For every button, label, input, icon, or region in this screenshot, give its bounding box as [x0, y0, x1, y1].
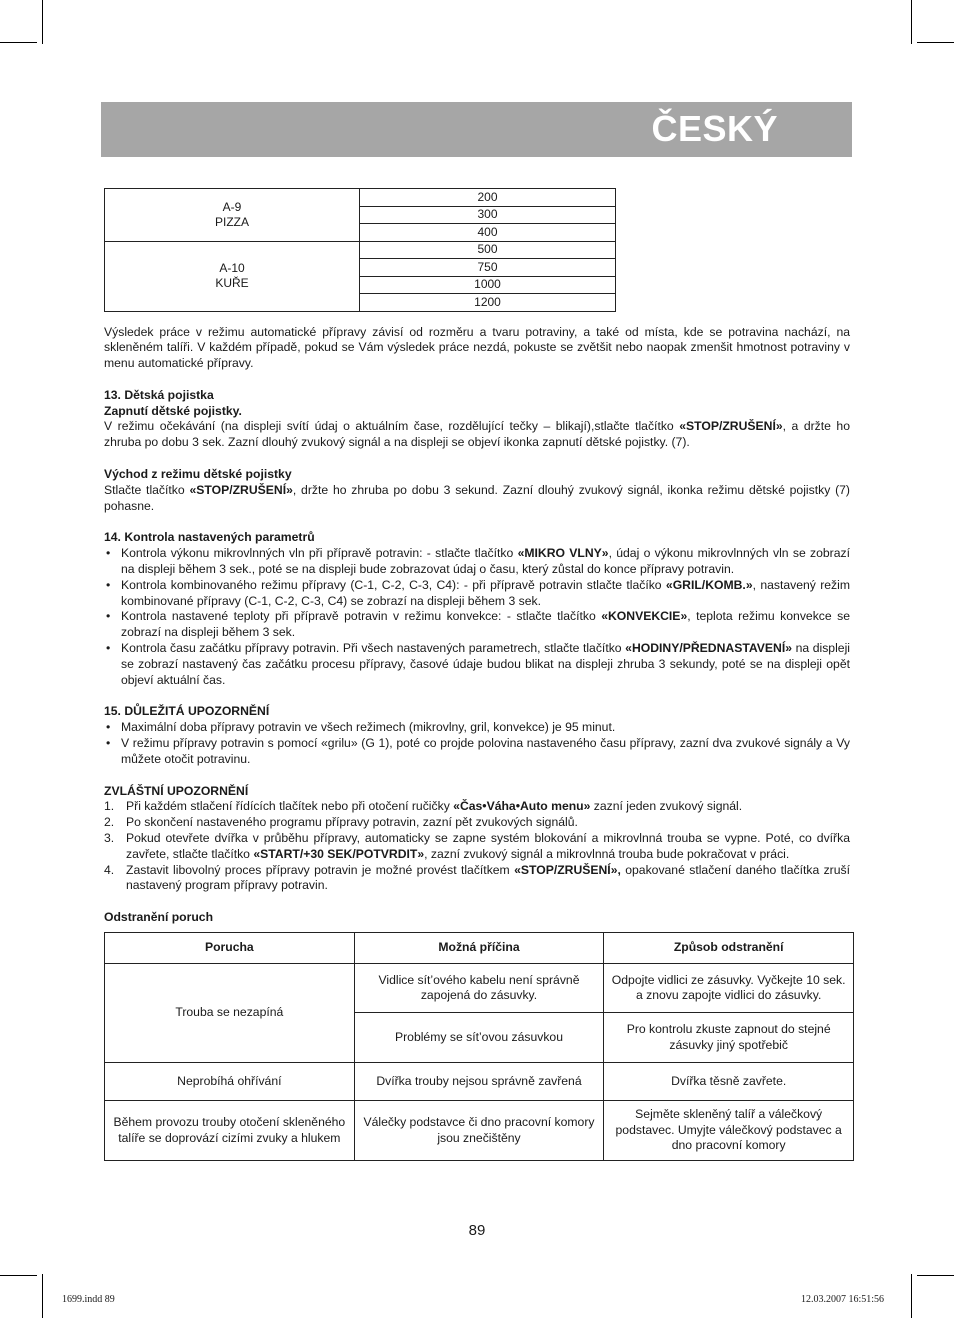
table-cell: Během provozu trouby otočení skleněného talíře se doprovází cizími zvuky a hlukem	[105, 1101, 355, 1161]
weight-cell: 300	[360, 206, 616, 224]
section-heading: Odstranění poruch	[104, 910, 214, 925]
auto-cook-table	[104, 188, 616, 312]
weight-cell: 1000	[360, 276, 616, 294]
table-cell: Vidlice sít’ového kabelu není správně zapojená do zásuvky.	[354, 964, 604, 1013]
table-cell: Válečky podstavce či dno pracovní komory jsou znečištěny	[354, 1101, 604, 1161]
sub-heading: Zapnutí dětské pojistky.	[104, 403, 242, 418]
list-item: 4. Zastavit libovolný proces přípravy potravin je možné provést tlačítkem «STOP/ZRUŠENÍ», opakované stlačení daného tlačítka zruší nastavený program přípravy potravin.	[104, 862, 850, 893]
button-name: «STOP/ZRUŠENÍ»	[189, 482, 293, 497]
button-name: «STOP/ZRUŠENÍ»	[679, 419, 783, 434]
table-cell: Trouba se nezapíná	[105, 964, 355, 1063]
list-item: • Kontrola výkonu mikrovlnných vln při přípravě potravin: - stlačte tlačítko «MIKRO VLNY», údaj o výkonu mikrovlnných vln se zobrazí na displeji během 3 sek., poté se na displeji bude zobrazovat údaj o času, který zůstal do konce přípravy potravin.	[106, 546, 850, 577]
list-item: 1. Při každém stlačení řídících tlačítek nebo při otočení ručičky «Čas•Váha•Auto menu» zazní jeden zvukový signál.	[104, 799, 743, 814]
weight-cell: 500	[360, 241, 616, 259]
intro-paragraph: Výsledek práce v režimu automatické přípravy závisí od rozměru a tvaru potraviny, a také od místa, kde se potravina nachází, na skleněném talíři. V každém případě, pokud se Vám výsledek práce nezdá, pokuste se zvětšit nebo naopak zmenšit hmotnost potraviny v menu automatické přípravy.	[104, 324, 850, 371]
page-content	[104, 188, 850, 1161]
program-cell	[105, 189, 360, 242]
crop-mark	[0, 42, 37, 43]
program-food: PIZZA	[214, 214, 249, 229]
section-heading: ZVLÁŠTNÍ UPOZORNĚNÍ	[104, 783, 249, 798]
column-header: Způsob odstranění	[604, 933, 854, 964]
crop-mark	[42, 0, 43, 44]
bullet-list	[104, 546, 850, 688]
page-number: 89	[468, 1222, 486, 1239]
list-item: 3. Pokud otevřete dvířka v průběhu přípravy, automaticky se zapne systém blokování a mikrovlnná trouba se vypne. Poté, co dvířka zavřete, stlačte tlačítko «START/+30 SEK/POTVRDIT», zazní zvukový signál a mikrovlnná trouba bude pokračovat v práci.	[104, 831, 850, 861]
column-header: Možná příčina	[354, 933, 604, 964]
section-heading: 15. DŮLEŽITÁ UPOZORNĚNÍ	[104, 704, 270, 719]
numbered-list	[104, 799, 850, 894]
program-food: KUŘE	[215, 276, 249, 290]
weight-cell: 400	[360, 224, 616, 242]
section-heading: 13. Dětská pojistka	[104, 387, 214, 402]
table-cell: Problémy se sít’ovou zásuvkou	[354, 1013, 604, 1063]
table-cell: Odpojte vidlici ze zásuvky. Vyčkejte 10 sek. a znovu zapojte vidlici do zásuvky.	[604, 964, 854, 1013]
list-item: 2. Po skončení nastaveného programu přípravy potravin, zazní pět zvukových signálů.	[104, 815, 578, 830]
list-item: • Maximální doba přípravy potravin ve všech režimech (mikrovlny, gril, konvekce) je 95 minut.	[106, 720, 616, 735]
table-cell: Pro kontrolu zkuste zapnout do stejné zásuvky jiný spotřebič	[604, 1013, 854, 1063]
crop-mark	[911, 1274, 912, 1318]
crop-mark	[917, 42, 954, 43]
language-header-bar	[101, 102, 852, 157]
table-cell: Dvířka těsně zavřete.	[604, 1063, 854, 1101]
crop-mark	[917, 1275, 954, 1276]
table-cell: Neprobíhá ohřívání	[105, 1063, 355, 1101]
program-cell	[105, 241, 360, 311]
page-title: ČESKÝ	[651, 108, 778, 149]
troubleshooting-table	[104, 932, 854, 1161]
bullet-list	[104, 720, 850, 767]
column-header: Porucha	[105, 933, 355, 964]
crop-mark	[0, 1275, 37, 1276]
sub-heading: Východ z režimu dětské pojistky	[104, 467, 292, 482]
paragraph: V režimu očekávání (na displeji svítí údaj o aktuálním čase, rozdělující tečky – blikají),stlačte tlačítko «STOP/ZRUŠENÍ», a držte ho zhruba po dobu 3 sek. Zazní dlouhý zvukový signál a na displeji se objeví ikonka zapnutí dětské pojistky. (7).	[104, 419, 850, 450]
list-item: • Kontrola nastavené teploty při přípravě potravin v režimu konvekce: - stlačte tlačítko «KONVEKCIE», teplota režimu konvekce se zobrazí na displeji během 3 sek.	[106, 609, 850, 640]
table-cell: Dvířka trouby nejsou správně zavřená	[354, 1063, 604, 1101]
crop-mark	[911, 0, 912, 44]
program-code: A-9	[222, 199, 242, 214]
weight-cell: 200	[360, 189, 616, 207]
crop-mark	[42, 1274, 43, 1318]
weight-cell: 1200	[360, 294, 616, 312]
print-slug-date: 12.03.2007 16:51:56	[800, 1294, 884, 1305]
weight-cell: 750	[360, 259, 616, 277]
list-item: • Kontrola času začátku přípravy potravin. Při všech nastavených parametrech, stlačte tlačítko «HODINY/PŘEDNASTAVENÍ» na displeji se zobrazí nastavený čas začátku procesu přípravy, časové údaje budou blikat na displeji zhruba 3 sekundy, poté se na displeji opět objeví aktuální čas.	[106, 641, 850, 687]
print-slug-file: 1699.indd 89	[62, 1294, 115, 1305]
list-item: • V režimu přípravy potravin s pomocí «grilu» (G 1), poté co projde polovina nastaveného času přípravy, zazní dva zvukové signály a Vy můžete otočit potravinu.	[106, 736, 850, 766]
table-cell: Sejměte skleněný talíř a válečkový podstavec. Umyjte válečkový podstavec a dno pracovní komory	[604, 1101, 854, 1161]
list-item: • Kontrola kombinovaného režimu přípravy (C-1, C-2, C-3, C4): - při přípravě potravin stlačte tlačíko «GRIL/KOMB.», nastavený režim kombinované přípravy (C-1, C-2, C-3, C4) se zobrazí na displeji během 3 sek.	[106, 577, 851, 608]
section-heading: 14. Kontrola nastavených parametrů	[104, 530, 315, 545]
paragraph: Stlačte tlačítko «STOP/ZRUŠENÍ», držte ho zhruba po dobu 3 sekund. Zazní dlouhý zvukový signál, ikonka režimu dětské pojistky (7) pohasne.	[104, 482, 850, 513]
program-code: A-10	[219, 261, 245, 275]
